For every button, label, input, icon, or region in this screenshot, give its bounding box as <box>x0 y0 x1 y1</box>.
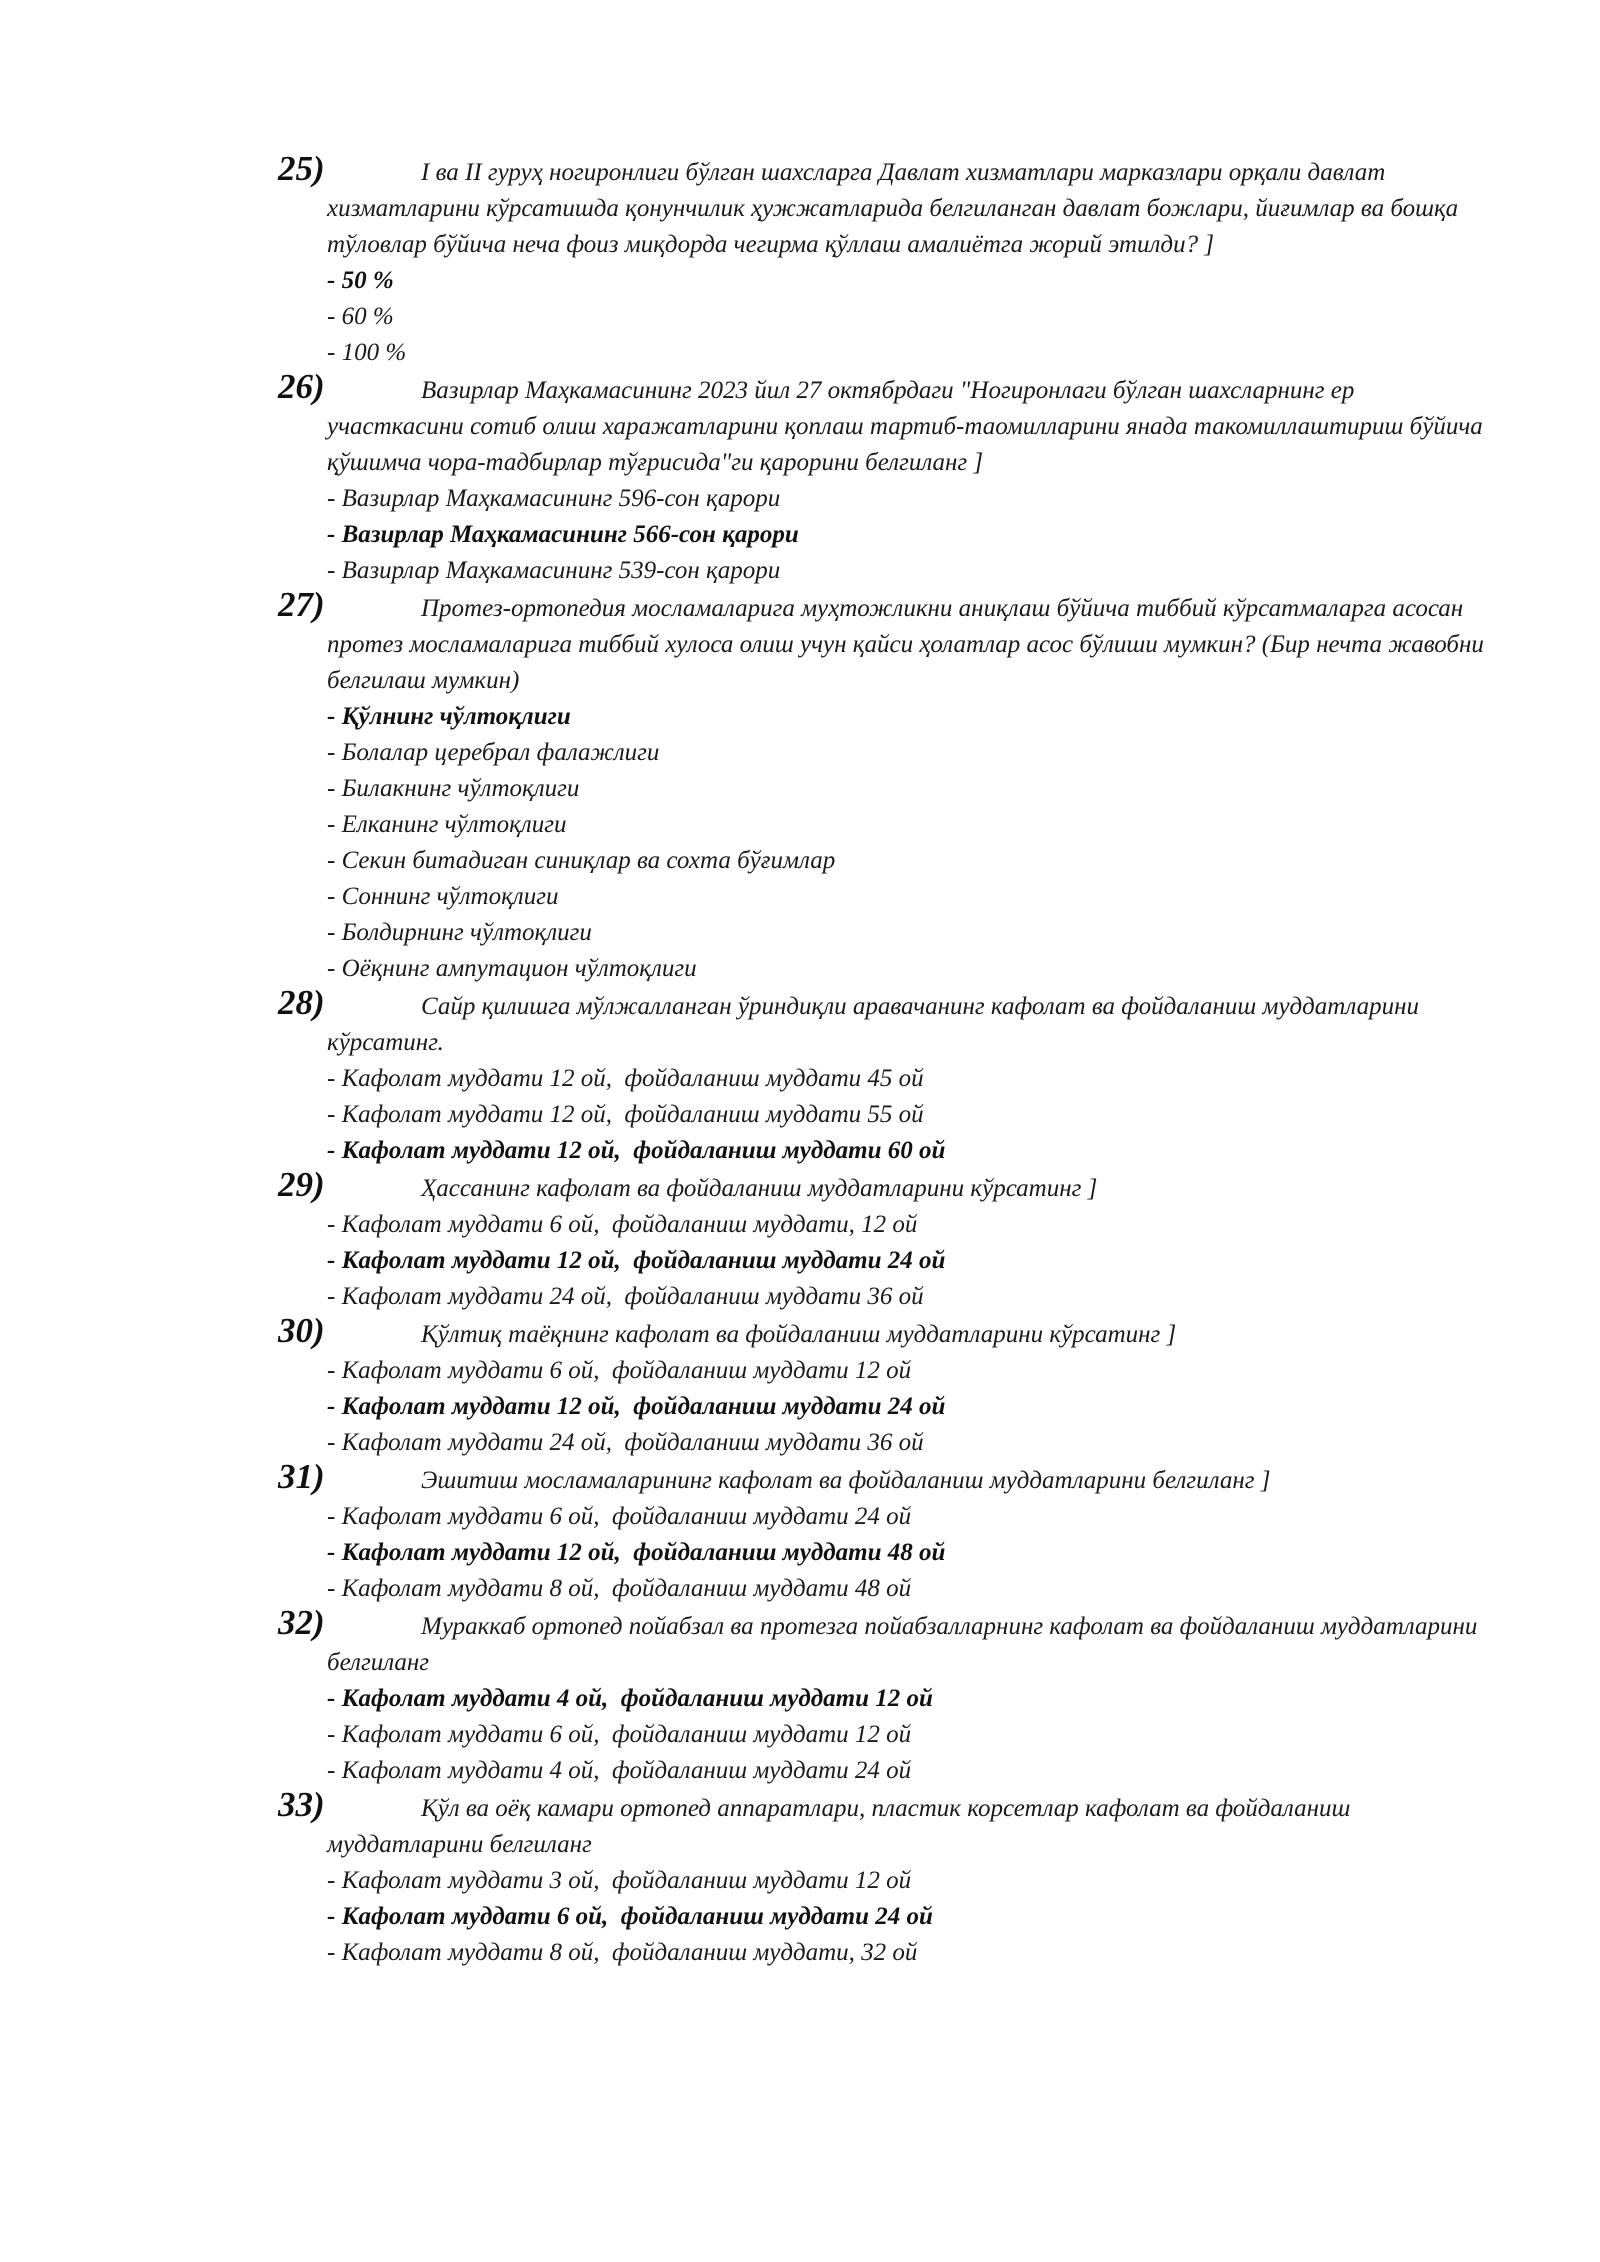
question-number: 26) <box>278 367 325 406</box>
answer-option: - Кафолат муддати 6 ой, фойдаланиш муддати 12 ой <box>327 1721 912 1748</box>
question-number: 33) <box>278 1785 325 1824</box>
answer-option-correct: - Кафолат муддати 12 ой, фойдаланиш муддати 24 ой <box>327 1247 946 1274</box>
answer-option: - Вазирлар Маҳкамасининг 596-сон қарори <box>327 485 781 512</box>
answer-option: - Секин битадиган синиқлар ва сохта бўғимлар <box>327 847 836 874</box>
answer-option: - Кафолат муддати 4 ой, фойдаланиш муддати 24 ой <box>327 1757 912 1784</box>
question-number: 31) <box>278 1457 325 1496</box>
question-number: 30) <box>278 1311 325 1350</box>
answer-option: - 100 % <box>327 339 407 366</box>
question-text: Мураккаб ортопед пойабзал ва протезга пойабзалларнинг кафолат ва фойдаланиш муддатларини белгиланг <box>327 1613 1478 1676</box>
question-26 <box>0 367 1600 589</box>
answer-options <box>0 1863 1600 1971</box>
question-text: Протез-ортопедия мосламаларига муҳтожликни аниқлаш бўйича тиббий кўрсатмаларга асосан протез мосламаларига тиббий хулоса олиш учун қайси ҳолатлар асос бўлиши мумкин? (Бир нечта жавобни белгилаш мумкин) <box>327 595 1484 694</box>
question-number: 29) <box>278 1165 325 1204</box>
answer-options <box>0 1207 1600 1315</box>
question-text: Ҳассанинг кафолат ва фойдаланиш муддатларини кўрсатинг ] <box>421 1175 1098 1202</box>
answer-options <box>0 1681 1600 1789</box>
question-25 <box>0 149 1600 371</box>
answer-option: - Кафолат муддати 24 ой, фойдаланиш муддати 36 ой <box>327 1429 924 1456</box>
answer-option: - Кафолат муддати 8 ой, фойдаланиш муддати, 32 ой <box>327 1939 918 1966</box>
question-33 <box>0 1785 1600 1971</box>
question-number: 27) <box>278 585 325 624</box>
answer-option: - Кафолат муддати 24 ой, фойдаланиш муддати 36 ой <box>327 1283 924 1310</box>
question-text: Қўл ва оёқ камари ортопед аппаратлари, пластик корсетлар кафолат ва фойдаланиш муддатларини белгиланг <box>327 1795 1351 1858</box>
answer-options <box>0 1499 1600 1607</box>
question-28 <box>0 983 1600 1169</box>
answer-option-correct: - Кафолат муддати 12 ой, фойдаланиш муддати 60 ой <box>327 1137 946 1164</box>
answer-option: - 60 % <box>327 303 394 330</box>
question-text: Қўлтиқ таёқнинг кафолат ва фойдаланиш муддатларини кўрсатинг ] <box>421 1321 1177 1348</box>
answer-option: - Болалар церебрал фалажлиги <box>327 739 660 766</box>
question-text: Сайр қилишга мўлжалланган ўриндиқли аравачанинг кафолат ва фойдаланиш муддатларини кўрсатинг. <box>327 993 1419 1056</box>
question-list <box>0 149 1600 1973</box>
answer-option: - Кафолат муддати 12 ой, фойдаланиш муддати 55 ой <box>327 1101 924 1128</box>
answer-option: - Кафолат муддати 6 ой, фойдаланиш муддати, 12 ой <box>327 1211 918 1238</box>
answer-option: - Елканинг чўлтоқлиги <box>327 811 567 838</box>
answer-option: - Болдирнинг чўлтоқлиги <box>327 919 592 946</box>
question-31 <box>0 1457 1600 1607</box>
answer-option: - Билакнинг чўлтоқлиги <box>327 775 580 802</box>
answer-option: - Кафолат муддати 6 ой, фойдаланиш муддати 24 ой <box>327 1503 912 1530</box>
question-number: 32) <box>278 1603 325 1642</box>
answer-option-correct: - Вазирлар Маҳкамасининг 566-сон қарори <box>327 521 799 548</box>
answer-option-correct: - Кафолат муддати 12 ой, фойдаланиш муддати 24 ой <box>327 1393 946 1420</box>
answer-option-correct: - Кафолат муддати 12 ой, фойдаланиш муддати 48 ой <box>327 1539 946 1566</box>
answer-option: - Оёқнинг ампутацион чўлтоқлиги <box>327 955 697 982</box>
answer-option-correct: - 50 % <box>327 267 394 294</box>
answer-option-correct: - Кафолат муддати 6 ой, фойдаланиш муддати 24 ой <box>327 1903 933 1930</box>
answer-options <box>0 1061 1600 1169</box>
answer-options <box>0 263 1600 371</box>
answer-option-correct: - Қўлнинг чўлтоқлиги <box>327 703 571 730</box>
answer-option: - Соннинг чўлтоқлиги <box>327 883 559 910</box>
question-text: Вазирлар Маҳкамасининг 2023 йил 27 октябрдаги "Ногиронлаги бўлган шахсларнинг ер участкасини сотиб олиш харажатларини қоплаш тартиб-таомилларини янада такомиллаштириш бўйича қўшимча чора-тадбирлар тўғрисида"ги қарорини белгиланг ] <box>327 377 1483 476</box>
question-text: I ва II гуруҳ ногиронлиги бўлган шахсларга Давлат хизматлари марказлари орқали давлат хизматларини кўрсатишда қонунчилик ҳужжатларида белгиланган давлат божлари, йиғимлар ва бошқа тўловлар бўйича неча фоиз миқдорда чегирма қўллаш амалиётга жорий этилди? ] <box>327 159 1459 258</box>
question-29 <box>0 1165 1600 1315</box>
answer-option: - Кафолат муддати 3 ой, фойдаланиш муддати 12 ой <box>327 1867 912 1894</box>
answer-options <box>0 699 1600 987</box>
question-30 <box>0 1311 1600 1461</box>
answer-option: - Кафолат муддати 12 ой, фойдаланиш муддати 45 ой <box>327 1065 924 1092</box>
answer-option: - Вазирлар Маҳкамасининг 539-сон қарори <box>327 557 781 584</box>
answer-option: - Кафолат муддати 6 ой, фойдаланиш муддати 12 ой <box>327 1357 912 1384</box>
question-32 <box>0 1603 1600 1789</box>
question-27 <box>0 585 1600 987</box>
answer-options <box>0 481 1600 589</box>
question-number: 25) <box>278 149 325 188</box>
answer-options <box>0 1353 1600 1461</box>
answer-option-correct: - Кафолат муддати 4 ой, фойдаланиш муддати 12 ой <box>327 1685 933 1712</box>
answer-option: - Кафолат муддати 8 ой, фойдаланиш муддати 48 ой <box>327 1575 912 1602</box>
question-text: Эшитиш мосламаларининг кафолат ва фойдаланиш муддатларини белгиланг ] <box>421 1467 1271 1494</box>
question-number: 28) <box>278 983 325 1022</box>
